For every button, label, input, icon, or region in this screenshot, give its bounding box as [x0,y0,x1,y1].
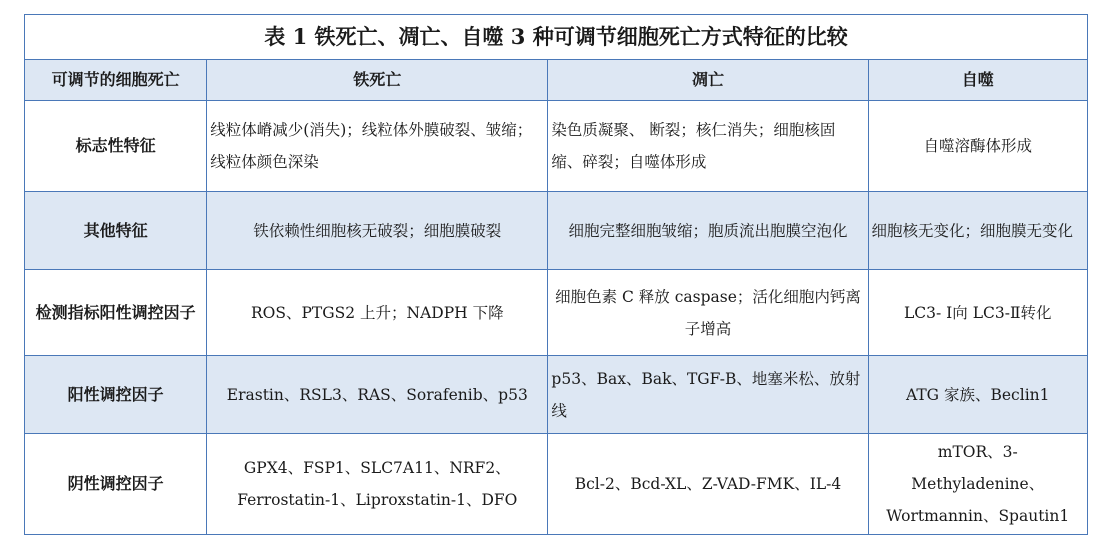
row-label: 其他特征 [25,192,207,270]
cell-ferroptosis: Erastin、RSL3、RAS、Sorafenib、p53 [207,356,548,434]
comparison-table [24,14,1088,535]
header-row [25,60,1088,101]
row-label: 标志性特征 [25,101,207,192]
header-cell-category: 可调节的细胞死亡 [25,60,207,101]
table-row [25,434,1088,535]
table-row [25,192,1088,270]
row-label: 检测指标阳性调控因子 [25,270,207,356]
table-row [25,101,1088,192]
cell-apoptosis: 细胞色素 C 释放 caspase；活化细胞内钙离子增高 [548,270,868,356]
table-row [25,356,1088,434]
header-cell-ferroptosis: 铁死亡 [207,60,548,101]
cell-apoptosis: p53、Bax、Bak、TGF-B、地塞米松、放射线 [548,356,868,434]
cell-apoptosis: 染色质凝聚、 断裂；核仁消失；细胞核固缩、碎裂；自噬体形成 [548,101,868,192]
cell-autophagy: 细胞核无变化；细胞膜无变化 [868,192,1087,270]
cell-ferroptosis: 线粒体嵴减少(消失)；线粒体外膜破裂、皱缩；线粒体颜色深染 [207,101,548,192]
header-cell-apoptosis: 凋亡 [548,60,868,101]
title-row [25,15,1088,60]
cell-autophagy: 自噬溶酶体形成 [868,101,1087,192]
row-label: 阳性调控因子 [25,356,207,434]
comparison-table-wrapper [24,14,1088,535]
cell-ferroptosis: 铁依赖性细胞核无破裂；细胞膜破裂 [207,192,548,270]
cell-ferroptosis: GPX4、FSP1、SLC7A11、NRF2、Ferrostatin-1、Liproxstatin-1、DFO [207,434,548,535]
cell-ferroptosis: ROS、PTGS2 上升；NADPH 下降 [207,270,548,356]
cell-apoptosis: 细胞完整细胞皱缩；胞质流出胞膜空泡化 [548,192,868,270]
cell-autophagy: LC3- Ⅰ向 LC3-Ⅱ转化 [868,270,1087,356]
cell-autophagy: ATG 家族、Beclin1 [868,356,1087,434]
row-label: 阴性调控因子 [25,434,207,535]
cell-autophagy: mTOR、3-Methyladenine、Wortmannin、Spautin1 [868,434,1087,535]
cell-apoptosis: Bcl-2、Bcd-XL、Z-VAD-FMK、IL-4 [548,434,868,535]
table-title: 表 1 铁死亡、凋亡、自噬 3 种可调节细胞死亡方式特征的比较 [25,15,1088,60]
table-row [25,270,1088,356]
header-cell-autophagy: 自噬 [868,60,1087,101]
